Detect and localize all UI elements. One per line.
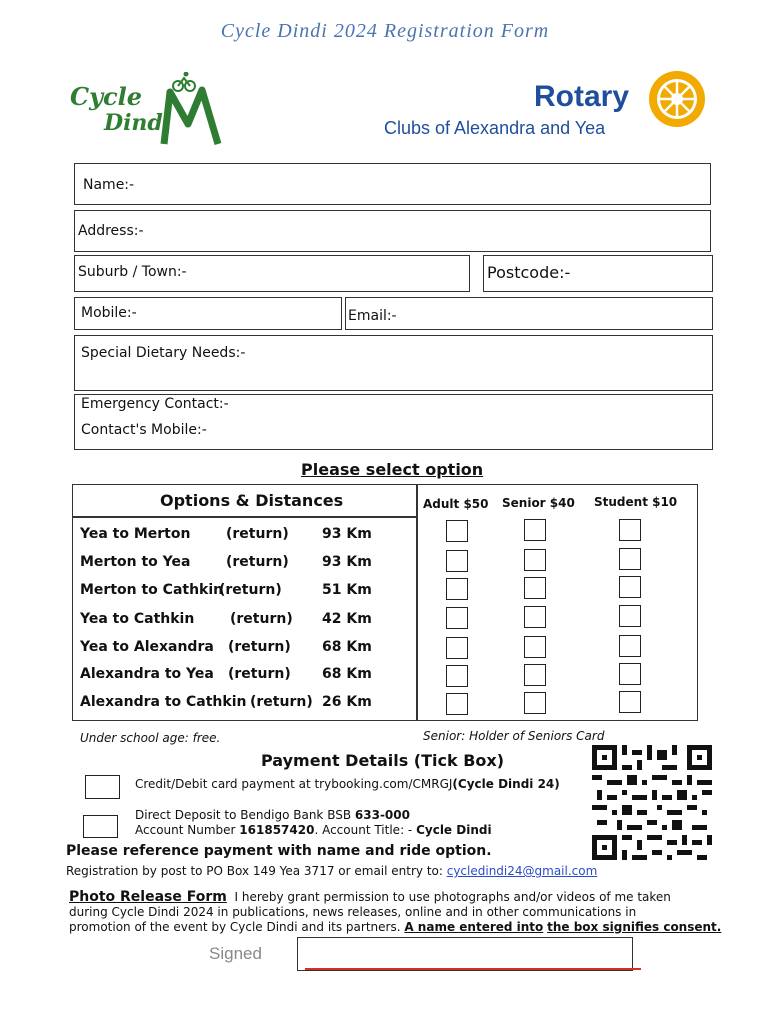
route-distance: 51 Km: [322, 582, 372, 598]
checkbox-adult[interactable]: [446, 550, 468, 572]
checkbox-senior[interactable]: [524, 549, 546, 571]
route-label: Yea to Cathkin: [80, 611, 195, 627]
route-distance: 68 Km: [322, 666, 372, 682]
note-senior: Senior: Holder of Seniors Card: [423, 729, 605, 743]
dietary-label: Special Dietary Needs:-: [81, 345, 246, 361]
postcode-label: Postcode:-: [487, 263, 571, 282]
deposit-acct-label: Account Number: [135, 823, 240, 837]
rotary-subtitle: Clubs of Alexandra and Yea: [384, 118, 606, 138]
contact-mobile-label: Contact's Mobile:-: [81, 422, 207, 438]
emergency-label: Emergency Contact:-: [81, 396, 229, 412]
rotary-wordmark: Rotary: [534, 80, 630, 113]
checkbox-adult[interactable]: [446, 693, 468, 715]
card-payment-url: Credit/Debit card payment at trybooking.com/CMRGJ: [135, 777, 453, 791]
route-distance: 93 Km: [322, 526, 372, 542]
route-distance: 42 Km: [322, 611, 372, 627]
rotary-logo: [380, 68, 710, 140]
photo-release-line-3: [69, 920, 739, 935]
route-type: (return): [226, 554, 289, 570]
route-type: (return): [250, 694, 313, 710]
suburb-field[interactable]: [74, 255, 470, 292]
photo-release-line-1: [69, 890, 739, 905]
checkbox-senior[interactable]: [524, 664, 546, 686]
route-type: (return): [228, 639, 291, 655]
route-label: Merton to Yea: [80, 554, 191, 570]
checkbox-adult[interactable]: [446, 665, 468, 687]
checkbox-student[interactable]: [619, 635, 641, 657]
deposit-text: [135, 808, 492, 838]
checkbox-student[interactable]: [619, 548, 641, 570]
route-label: Yea to Merton: [80, 526, 191, 542]
deposit-checkbox[interactable]: [83, 815, 118, 838]
column-student: Student $10: [594, 495, 678, 509]
checkbox-adult[interactable]: [446, 578, 468, 600]
card-payment-event: (Cycle Dindi 24): [452, 777, 560, 791]
photo-release-text-3: promotion of the event by Cycle Dindi and its partners.: [69, 920, 405, 934]
checkbox-student[interactable]: [619, 663, 641, 685]
deposit-line-2: [135, 823, 492, 838]
checkbox-student[interactable]: [619, 605, 641, 627]
mobile-label: Mobile:-: [81, 305, 137, 321]
photo-release-heading: Photo Release Form: [69, 889, 227, 905]
checkbox-student[interactable]: [619, 519, 641, 541]
rotary-wheel-icon: [646, 68, 708, 130]
checkbox-senior[interactable]: [524, 692, 546, 714]
dietary-field[interactable]: [74, 335, 713, 391]
mountain-cyclist-icon: [160, 72, 226, 150]
route-type: (return): [228, 666, 291, 682]
emergency-field[interactable]: [74, 394, 713, 450]
options-heading: Please select option: [301, 460, 484, 479]
email-field[interactable]: [345, 297, 713, 330]
logo-text-cycle: Cycle: [70, 82, 143, 111]
postal-registration: [66, 864, 597, 878]
options-table-header: Options & Distances: [160, 491, 344, 510]
deposit-bank: Direct Deposit to Bendigo Bank BSB: [135, 808, 355, 822]
checkbox-senior[interactable]: [524, 519, 546, 541]
route-distance: 93 Km: [322, 554, 372, 570]
checkbox-student[interactable]: [619, 691, 641, 713]
checkbox-senior[interactable]: [524, 636, 546, 658]
photo-release-line-2: during Cycle Dindi 2024 in publications, news releases, online and in other communications in: [69, 905, 637, 919]
signed-label: Signed: [209, 944, 262, 963]
payment-reference-note: Please reference payment with name and ride option.: [66, 843, 492, 859]
note-school-age: Under school age: free.: [80, 731, 221, 745]
signature-box[interactable]: [297, 937, 633, 971]
cycle-dindi-logo: [68, 72, 228, 152]
column-adult: Adult $50: [423, 497, 489, 511]
route-distance: 68 Km: [322, 639, 372, 655]
postal-text: Registration by post to PO Box 149 Yea 3717 or email entry to:: [66, 864, 447, 878]
options-table-header-divider: [72, 516, 417, 518]
route-label: Alexandra to Cathkin: [80, 694, 247, 710]
deposit-acct: 161857420: [239, 823, 315, 837]
email-link[interactable]: cycledindi24@gmail.com: [446, 864, 598, 878]
consent-note-b: the box signifies consent.: [547, 920, 722, 934]
route-label: Merton to Cathkin: [80, 582, 224, 598]
name-field[interactable]: [74, 163, 711, 205]
checkbox-student[interactable]: [619, 576, 641, 598]
photo-release: [69, 890, 739, 935]
card-payment-text: [135, 777, 560, 791]
checkbox-senior[interactable]: [524, 577, 546, 599]
deposit-title-label: . Account Title: -: [314, 823, 417, 837]
mobile-field[interactable]: [74, 297, 342, 330]
options-table: [72, 484, 698, 721]
payment-heading: Payment Details (Tick Box): [261, 751, 505, 770]
route-type: (return): [219, 582, 282, 598]
email-label: Email:-: [348, 308, 397, 324]
checkbox-adult[interactable]: [446, 520, 468, 542]
deposit-title: Cycle Dindi: [416, 823, 492, 837]
options-table-col-divider: [416, 484, 418, 721]
route-type: (return): [226, 526, 289, 542]
card-payment-checkbox[interactable]: [85, 775, 120, 799]
signature-underline: [305, 968, 641, 970]
column-senior: Senior $40: [502, 496, 575, 510]
checkbox-senior[interactable]: [524, 606, 546, 628]
address-label: Address:-: [78, 223, 144, 239]
route-label: Yea to Alexandra: [80, 639, 214, 655]
deposit-line-1: [135, 808, 492, 823]
page-title: Cycle Dindi 2024 Registration Form: [220, 20, 550, 42]
deposit-bsb: 633-000: [354, 808, 410, 822]
address-field[interactable]: [74, 210, 711, 252]
name-label: Name:-: [83, 177, 135, 193]
checkbox-adult[interactable]: [446, 607, 468, 629]
qr-code-icon: [592, 745, 712, 860]
checkbox-adult[interactable]: [446, 637, 468, 659]
consent-note-a: A name entered into: [404, 920, 544, 934]
suburb-label: Suburb / Town:-: [78, 264, 187, 280]
route-type: (return): [230, 611, 293, 627]
route-label: Alexandra to Yea: [80, 666, 214, 682]
logo-text-dindi: Dindi: [104, 110, 172, 136]
route-distance: 26 Km: [322, 694, 372, 710]
postcode-field[interactable]: [483, 255, 713, 292]
photo-release-text-1: I hereby grant permission to use photographs and/or videos of me taken: [234, 890, 671, 904]
